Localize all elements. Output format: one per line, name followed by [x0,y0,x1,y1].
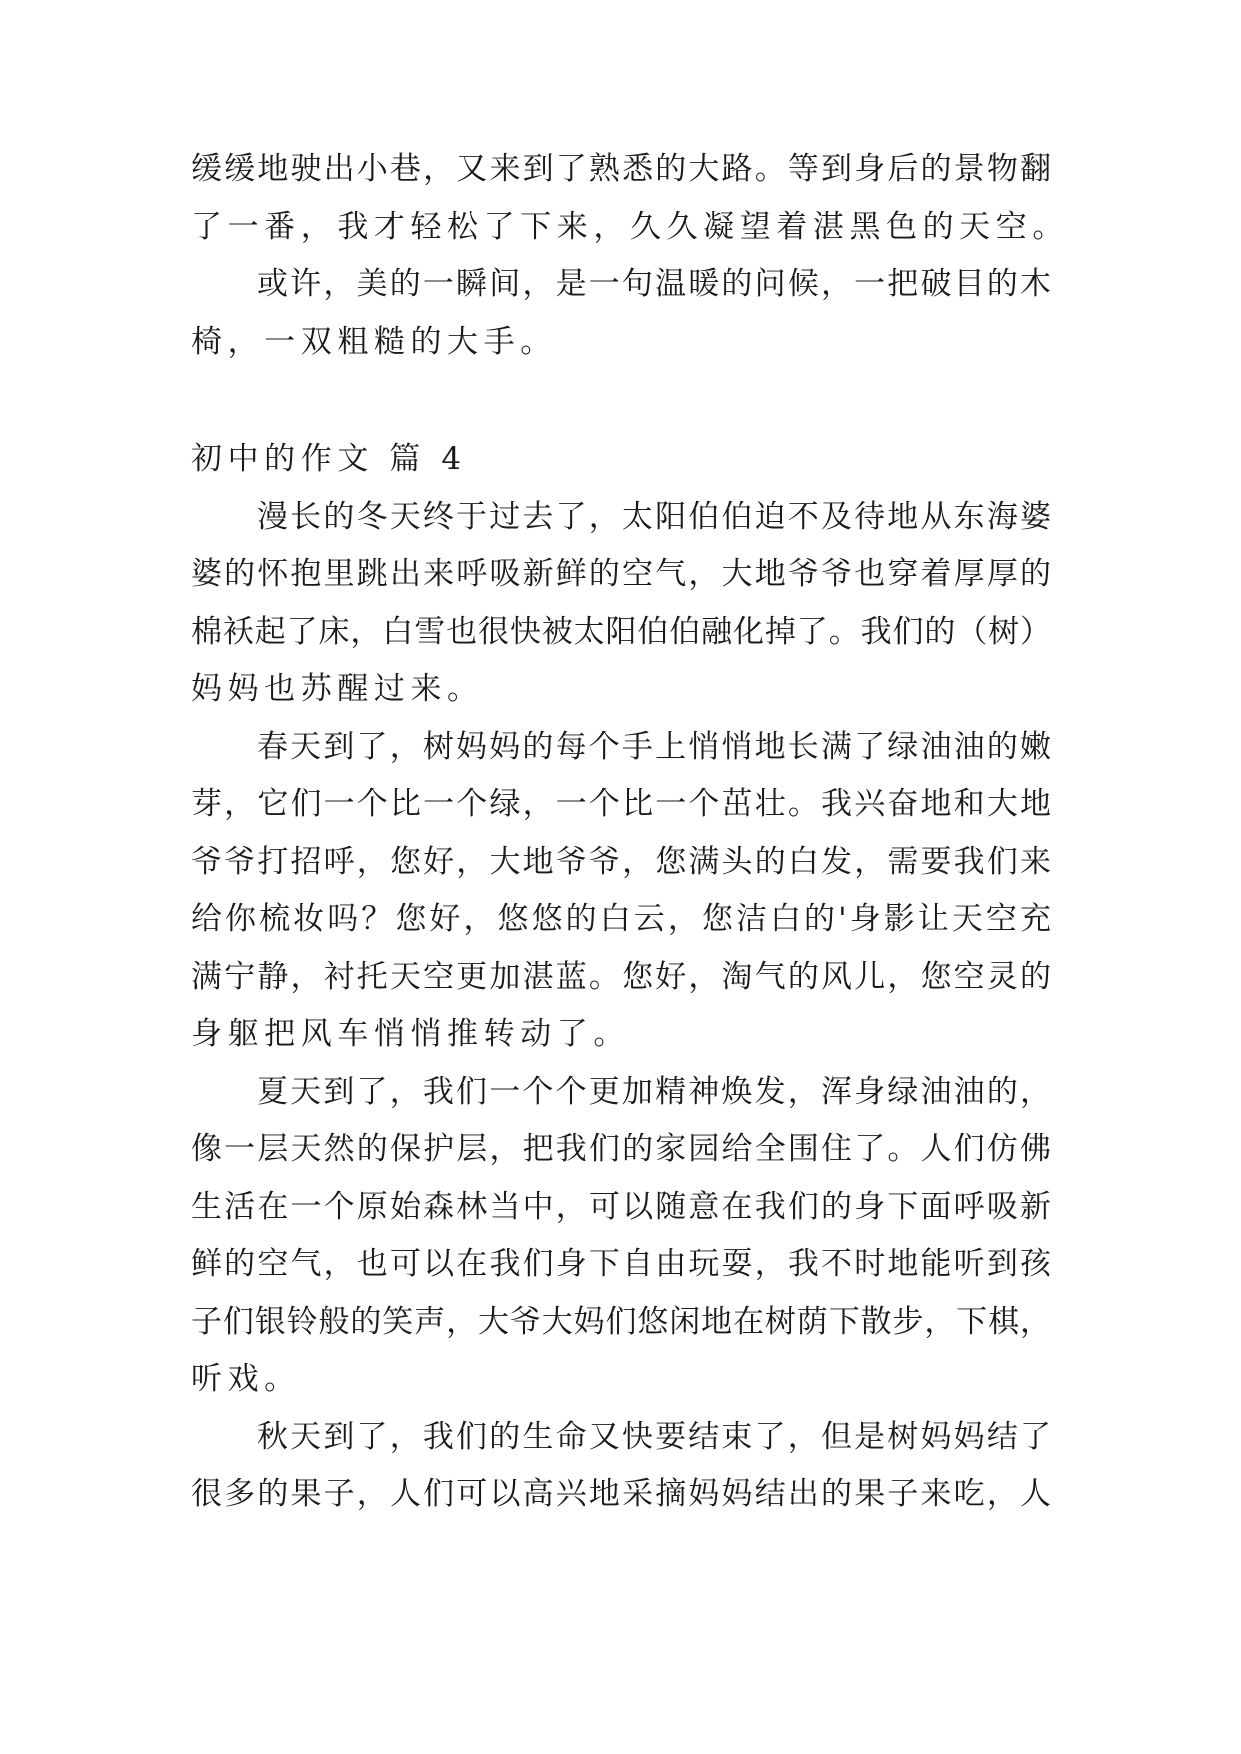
text-line [191,1120,1051,1178]
text-line [257,1408,1051,1466]
line-text: 或许，美的一瞬间，是一句温暖的问候，一把破目的木 [257,266,1051,302]
line-text: 像一层天然的保护层，把我们的家园给全围住了。人们仿佛 [191,1131,1051,1167]
text-line [191,140,1051,198]
text-line [257,255,1051,313]
line-text: 婆的怀抱里跳出来呼吸新鲜的空气，大地爷爷也穿着厚厚的 [191,556,1051,592]
text-line [257,718,1051,776]
line-text: 身躯把风车悄悄推转动了。 [191,1016,630,1052]
text-line [191,1293,1051,1351]
text-line [191,890,1051,948]
line-text: 夏天到了，我们一个个更加精神焕发，浑身绿油油的， [257,1074,1051,1110]
text-line [191,545,1051,603]
text-line [191,1350,1051,1408]
line-text: 很多的果子，人们可以高兴地采摘妈妈结出的果子来吃，人 [191,1476,1051,1512]
text-line [257,1063,1051,1121]
text-line [191,313,1051,371]
text-line [191,1178,1051,1236]
text-line [191,603,1051,661]
line-text: 鲜的空气，也可以在我们身下自由玩耍，我不时地能听到孩 [191,1246,1051,1282]
text-line [191,775,1051,833]
line-text: 子们银铃般的笑声，大爷大妈们悠闲地在树荫下散步，下棋， [191,1304,1051,1340]
line-text: 漫长的冬天终于过去了，太阳伯伯迫不及待地从东海婆 [257,499,1051,535]
line-text: 了一番，我才轻松了下来，久久凝望着湛黑色的天空。 [191,209,1069,245]
text-line [191,1465,1051,1523]
line-text: 生活在一个原始森林当中，可以随意在我们的身下面呼吸新 [191,1189,1051,1225]
text-line [191,1005,1051,1063]
line-text: 初中的作文 篇 4 [191,441,467,477]
line-text: 芽，它们一个比一个绿，一个比一个茁壮。我兴奋地和大地 [191,786,1051,822]
line-text: 椅，一双粗糙的大手。 [191,324,557,360]
line-text: 妈妈也苏醒过来。 [191,671,484,707]
line-text: 秋天到了，我们的生命又快要结束了，但是树妈妈结了 [257,1419,1051,1455]
text-line [257,488,1051,546]
text-line [191,833,1051,891]
line-text: 缓缓地驶出小巷，又来到了熟悉的大路。等到身后的景物翻 [191,151,1051,187]
text-line [191,660,1051,718]
line-text: 爷爷打招呼，您好，大地爷爷，您满头的白发，需要我们来 [191,844,1051,880]
section-heading [191,430,1051,488]
line-text: 给你梳妆吗？您好，悠悠的白云，您洁白的'身影让天空充 [191,901,1051,937]
line-text: 棉袄起了床，白雪也很快被太阳伯伯融化掉了。我们的（树） [191,614,1051,650]
text-line [191,948,1051,1006]
line-text: 满宁静，衬托天空更加湛蓝。您好，淘气的风儿，您空灵的 [191,959,1051,995]
line-text: 听戏。 [191,1361,301,1397]
text-line [191,198,1069,256]
text-line [191,1235,1051,1293]
line-text: 春天到了，树妈妈的每个手上悄悄地长满了绿油油的嫩 [257,729,1051,765]
